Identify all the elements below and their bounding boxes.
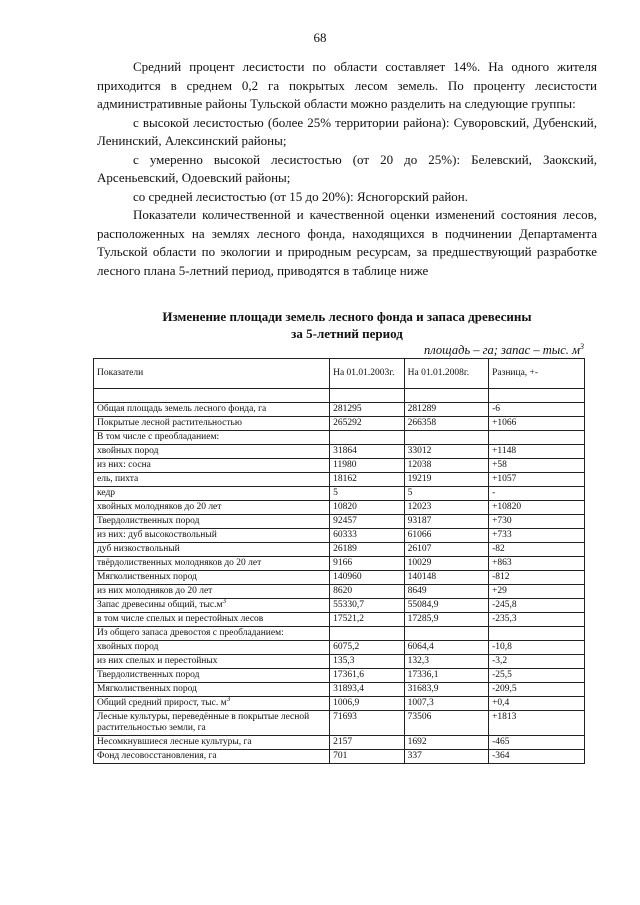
value-difference: - (489, 486, 585, 500)
table-row (94, 444, 585, 458)
row-label: в том числе спелых и перестойных лесов (94, 612, 330, 626)
value-difference: -364 (489, 749, 585, 763)
value-2003: 2157 (330, 735, 405, 749)
paragraph: с умеренно высокой лесистостью (от 20 до 25%): Белевский, Заокский, Арсеньевский, Одоевский районы; (97, 151, 597, 185)
value-2008: 10029 (404, 556, 488, 570)
table-row (94, 430, 585, 444)
paragraph: Показатели количественной и качественной оценки изменений состояния лесов, расположенных на землях лесного фонда, находящихся в подчинении Департамента Тульской области по экологии и природным ресурсам, за предшествующий разработке лесного плана 5-летний период, приводятся в таблице ниже (97, 207, 597, 278)
table-row (94, 556, 585, 570)
value-2003: 31864 (330, 444, 405, 458)
table-row (94, 749, 585, 763)
row-label: Общая площадь земель лесного фонда, га (94, 402, 330, 416)
value-difference: +730 (489, 514, 585, 528)
value-difference: +1057 (489, 472, 585, 486)
table-title-line1: Изменение площади земель лесного фонда и запаса древесины (162, 309, 532, 324)
value-2003: 26189 (330, 542, 405, 556)
value-2003: 71693 (330, 710, 405, 735)
value-difference: +863 (489, 556, 585, 570)
table-row (94, 682, 585, 696)
value-difference: -465 (489, 735, 585, 749)
value-2008: 61066 (404, 528, 488, 542)
table-row (94, 528, 585, 542)
table-row (94, 640, 585, 654)
table-row (94, 654, 585, 668)
value-2008: 17285,9 (404, 612, 488, 626)
paragraph: Средний процент лесистости по области составляет 14%. На одного жителя приходится в среднем 0,2 га покрытых лесом земель. По проценту лесистости административные районы Тульской области можно разделить на следующие группы: (97, 59, 597, 111)
value-2003: 701 (330, 749, 405, 763)
units-text: площадь – га; запас – тыс. м (424, 343, 580, 358)
table-row (94, 486, 585, 500)
value-2008: 93187 (404, 514, 488, 528)
value-2003: 1006,9 (330, 696, 405, 710)
header-indicators: Показатели (94, 359, 330, 389)
value-2003: 11980 (330, 458, 405, 472)
value-difference: +1066 (489, 416, 585, 430)
value-difference: +29 (489, 584, 585, 598)
value-2003: 265292 (330, 416, 405, 430)
row-label: хвойных молодняков до 20 лет (94, 500, 330, 514)
value-2008: 1007,3 (404, 696, 488, 710)
value-2008: 26107 (404, 542, 488, 556)
value-2008: 73506 (404, 710, 488, 735)
value-difference: -245,8 (489, 598, 585, 612)
value-2008: 19219 (404, 472, 488, 486)
value-difference: -235,3 (489, 612, 585, 626)
row-label: Мягколиственных пород (94, 682, 330, 696)
table-row (94, 735, 585, 749)
value-difference: +58 (489, 458, 585, 472)
value-difference: -209,5 (489, 682, 585, 696)
row-label: из них: дуб высокоствольный (94, 528, 330, 542)
value-2008: 12023 (404, 500, 488, 514)
row-label: из них молодняков до 20 лет (94, 584, 330, 598)
value-2003 (330, 430, 405, 444)
table-row (94, 514, 585, 528)
row-label: хвойных пород (94, 640, 330, 654)
row-label: Твердолиственных пород (94, 514, 330, 528)
value-2003: 18162 (330, 472, 405, 486)
value-2008: 132,3 (404, 654, 488, 668)
row-label: Несомкнувшиеся лесные культуры, га (94, 735, 330, 749)
value-2008 (404, 430, 488, 444)
value-2003: 10820 (330, 500, 405, 514)
row-label: из них спелых и перестойных (94, 654, 330, 668)
value-2008: 12038 (404, 458, 488, 472)
value-2003: 281295 (330, 402, 405, 416)
value-2008: 266358 (404, 416, 488, 430)
value-difference: +10820 (489, 500, 585, 514)
table-header-row (94, 359, 585, 389)
value-difference: +1813 (489, 710, 585, 735)
value-2008: 17336,1 (404, 668, 488, 682)
row-label: кедр (94, 486, 330, 500)
table-title (97, 308, 597, 342)
row-label: Запас древесины общий, $тыс.м^3$ (94, 598, 330, 612)
table-row (94, 402, 585, 416)
table-row (94, 598, 585, 612)
table-row (94, 696, 585, 710)
value-2008: 5 (404, 486, 488, 500)
forest-change-table (93, 358, 585, 764)
row-label: Лесные культуры, переведённые в покрытые лесной растительностью земли, га (94, 710, 330, 735)
value-2003: 17521,2 (330, 612, 405, 626)
value-2003: 17361,6 (330, 668, 405, 682)
header-2008: На 01.01.2008г. (404, 359, 488, 389)
row-label: дуб низкоствольный (94, 542, 330, 556)
value-2008: 33012 (404, 444, 488, 458)
value-2003: 140960 (330, 570, 405, 584)
value-2008: 140148 (404, 570, 488, 584)
table-row (94, 458, 585, 472)
row-label: твёрдолиственных молодняков до 20 лет (94, 556, 330, 570)
table-row (94, 626, 585, 640)
table-row (94, 668, 585, 682)
paragraph: со средней лесистостью (от 15 до 20%): Ясногорский район. (133, 188, 469, 204)
row-label: Фонд лесовосстановления, га (94, 749, 330, 763)
value-2008 (404, 626, 488, 640)
row-label: Из общего запаса древостоя с преобладанием: (94, 626, 330, 640)
table-row (94, 500, 585, 514)
value-2003: 31893,4 (330, 682, 405, 696)
value-2008: 6064,4 (404, 640, 488, 654)
value-difference (489, 626, 585, 640)
value-2003: 6075,2 (330, 640, 405, 654)
table-spacer-row (94, 389, 585, 403)
value-2003: 135,3 (330, 654, 405, 668)
table-row (94, 542, 585, 556)
value-2003: 60333 (330, 528, 405, 542)
paragraph: с высокой лесистостью (более 25% территории района): Суворовский, Дубенский, Ленинский, Алексинский районы; (97, 114, 597, 148)
row-label: Общий средний прирост, тыс. $м^3$ (94, 696, 330, 710)
value-2008: 31683,9 (404, 682, 488, 696)
value-difference: -82 (489, 542, 585, 556)
value-2008: 1692 (404, 735, 488, 749)
table-row (94, 584, 585, 598)
value-difference: -3,2 (489, 654, 585, 668)
value-difference: -6 (489, 402, 585, 416)
row-label: Покрытые лесной растительностью (94, 416, 330, 430)
row-label: В том числе с преобладанием: (94, 430, 330, 444)
body-text (97, 58, 597, 280)
row-label: Мягколиственных пород (94, 570, 330, 584)
value-2003: 5 (330, 486, 405, 500)
value-difference (489, 430, 585, 444)
table-row (94, 570, 585, 584)
value-2008: 337 (404, 749, 488, 763)
table-title-line2: за 5-летний период (291, 326, 403, 341)
row-label: хвойных пород (94, 444, 330, 458)
value-2003: 55330,7 (330, 598, 405, 612)
row-label: ель, пихта (94, 472, 330, 486)
units-superscript: 3 (580, 342, 584, 351)
header-2003: На 01.01.2003г. (330, 359, 405, 389)
value-difference: -25,5 (489, 668, 585, 682)
row-label: Твердолиственных пород (94, 668, 330, 682)
value-difference: +0,4 (489, 696, 585, 710)
value-2003 (330, 626, 405, 640)
page-number: 68 (313, 30, 327, 45)
value-2008: 55084,9 (404, 598, 488, 612)
row-label: из них: сосна (94, 458, 330, 472)
value-difference: -812 (489, 570, 585, 584)
value-2008: 281289 (404, 402, 488, 416)
value-difference: +733 (489, 528, 585, 542)
value-2003: 9166 (330, 556, 405, 570)
table-row (94, 612, 585, 626)
table-row (94, 472, 585, 486)
value-2008: 8649 (404, 584, 488, 598)
table-row (94, 416, 585, 430)
value-2003: 92457 (330, 514, 405, 528)
header-difference: Разница, +- (489, 359, 585, 389)
value-difference: +1148 (489, 444, 585, 458)
units-note (424, 342, 584, 358)
table-row (94, 710, 585, 735)
value-difference: -10,8 (489, 640, 585, 654)
value-2003: 8620 (330, 584, 405, 598)
